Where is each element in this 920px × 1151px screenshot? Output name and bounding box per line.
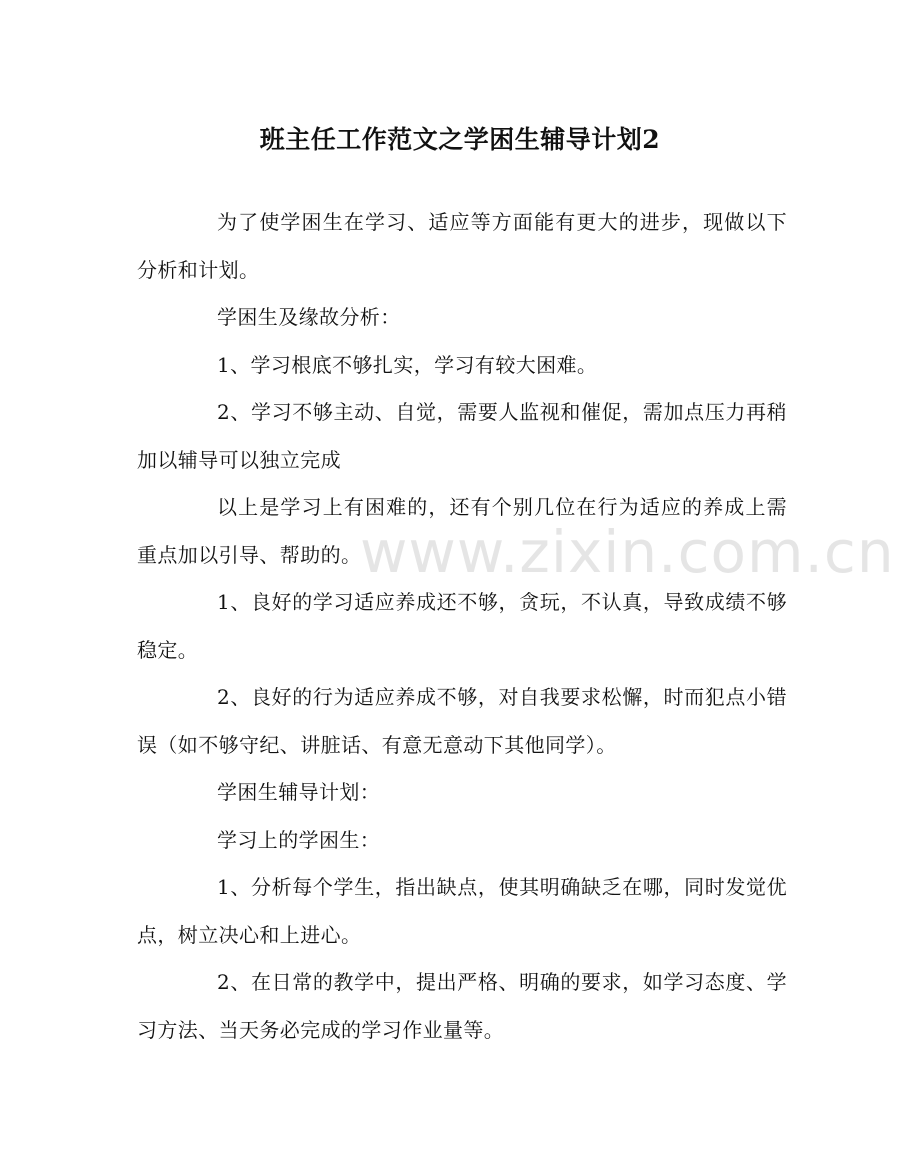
paragraph-plan-item-1: 1、分析每个学生，指出缺点，使其明确缺乏在哪，同时发觉优点，树立决心和上进心。 — [137, 875, 787, 947]
paragraph-heading-analysis: 学困生及缘故分析： — [217, 305, 401, 329]
paragraph-behavior-item-2: 2、良好的行为适应养成不够，对自我要求松懈，时而犯点小错误（如不够守纪、讲脏话、有意无意动下其他同学）。 — [137, 685, 787, 757]
paragraph-analysis-item-1: 1、学习根底不够扎实，学习有较大困难。 — [217, 352, 598, 377]
document-title: 班主任工作范文之学困生辅导计划2 — [259, 125, 661, 154]
paragraph-heading-plan: 学困生辅导计划： — [217, 780, 381, 804]
watermark: www.zixin.com.cn — [360, 518, 895, 586]
paragraph-plan-item-2: 2、在日常的教学中，提出严格、明确的要求，如学习态度、学习方法、当天务必完成的学习作业量等。 — [137, 970, 787, 1042]
paragraph-analysis-item-2: 2、学习不够主动、自觉，需要人监视和催促，需加点压力再稍加以辅导可以独立完成 — [137, 400, 787, 472]
document-body — [137, 199, 787, 1054]
paragraph-subheading-study: 学习上的学困生： — [217, 827, 381, 852]
paragraph-intro: 为了使学困生在学习、适应等方面能有更大的进步，现做以下分析和计划。 — [137, 210, 787, 282]
paragraph-behavior-item-1: 1、良好的学习适应养成还不够，贪玩，不认真，导致成绩不够稳定。 — [137, 590, 787, 662]
paragraph-behavior-intro: 以上是学习上有困难的，还有个别几位在行为适应的养成上需重点加以引导、帮助的。 — [137, 495, 787, 567]
